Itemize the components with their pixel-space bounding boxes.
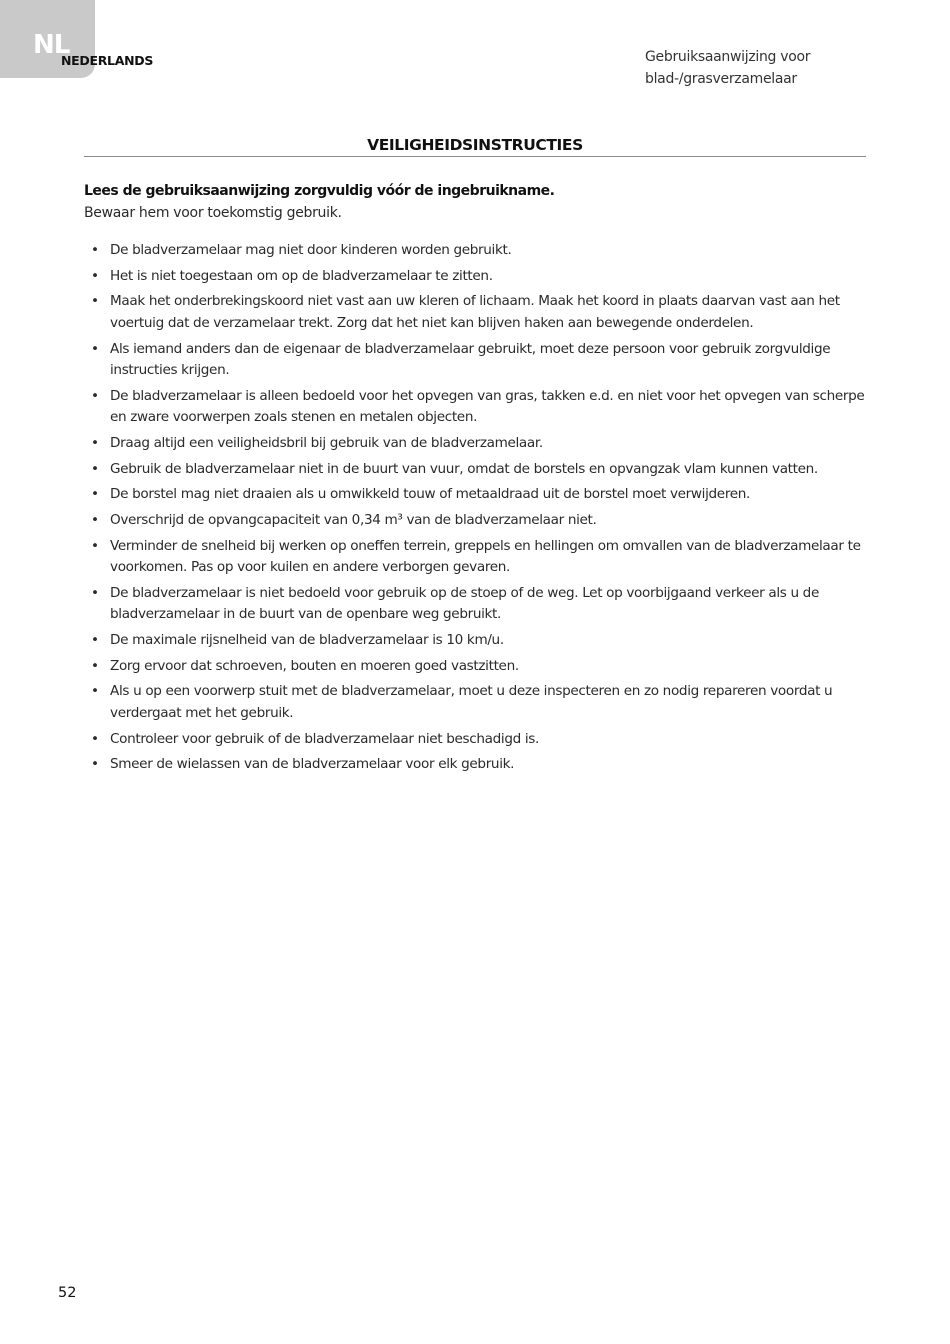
safety-instruction-item: [90, 433, 880, 455]
safety-instruction-item: [90, 459, 880, 481]
safety-instruction-item: [90, 681, 880, 724]
safety-instruction-text: De maximale rijsnelheid van de bladverzamelaar is 10 km/u.: [110, 632, 504, 649]
intro-block: [84, 180, 874, 224]
bullet-icon: •: [91, 267, 99, 284]
safety-instruction-text: Verminder de snelheid bij werken op oneffen terrein, greppels en hellingen om omvallen van de bladverzamelaar te voorkomen. Pas op voor kuilen en andere verborgen gevaren.: [110, 537, 861, 576]
bullet-icon: •: [91, 340, 99, 357]
safety-instruction-text: Controleer voor gebruik of de bladverzamelaar niet beschadigd is.: [110, 730, 539, 747]
safety-instruction-item: [90, 510, 880, 532]
bullet-icon: •: [91, 683, 99, 700]
safety-instruction-item: [90, 729, 880, 751]
bullet-icon: •: [91, 512, 99, 528]
safety-instruction-text: Als iemand anders dan de eigenaar de bladverzamelaar gebruikt, moet deze persoon voor gebruik zorgvuldige instructies krijgen.: [110, 340, 831, 379]
bullet-icon: •: [91, 387, 99, 404]
bullet-icon: •: [91, 730, 99, 747]
bullet-icon: •: [91, 486, 99, 503]
safety-instruction-item: [90, 536, 880, 579]
safety-instruction-item: [90, 240, 880, 262]
safety-instruction-item: [90, 583, 880, 626]
bullet-icon: •: [91, 434, 99, 451]
bullet-icon: •: [91, 242, 99, 258]
safety-instruction-item: [90, 291, 880, 334]
document-title-line-2: blad-/grasverzamelaar: [645, 71, 797, 87]
language-name: NEDERLANDS: [61, 53, 154, 68]
safety-instruction-text: De bladverzamelaar mag niet door kinderen worden gebruikt.: [110, 242, 512, 258]
safety-instruction-item: [90, 339, 880, 382]
bullet-icon: •: [91, 756, 99, 773]
bullet-icon: •: [91, 293, 99, 310]
section-heading: VEILIGHEIDSINSTRUCTIES: [84, 134, 866, 157]
safety-instruction-text: Het is niet toegestaan om op de bladverzamelaar te zitten.: [110, 267, 493, 284]
safety-instruction-item: [90, 754, 880, 776]
safety-instruction-text: Smeer de wielassen van de bladverzamelaar voor elk gebruik.: [110, 756, 515, 773]
page-number: 52: [58, 1285, 77, 1301]
safety-instruction-text: Overschrijd de opvangcapaciteit van 0,34 m³ van de bladverzamelaar niet.: [110, 512, 597, 528]
safety-instruction-text: Maak het onderbrekingskoord niet vast aan uw kleren of lichaam. Maak het koord in plaats daarvan vast aan het voertuig dat de verzamelaar trekt. Zorg dat het niet kan blijven haken aan bewegende onderdelen.: [110, 293, 840, 331]
safety-instruction-text: Draag altijd een veiligheidsbril bij gebruik van de bladverzamelaar.: [110, 434, 543, 451]
intro-lead: Lees de gebruiksaanwijzing zorgvuldig vóór de ingebruikname.: [84, 183, 555, 199]
safety-instruction-item: [90, 484, 880, 506]
safety-instruction-text: Als u op een voorwerp stuit met de bladverzamelaar, moet u deze inspecteren en zo nodig repareren voordat u verdergaat met het gebruik.: [110, 683, 833, 721]
bullet-icon: •: [91, 537, 99, 554]
safety-instruction-item: [90, 630, 880, 652]
language-code: NL: [33, 30, 70, 60]
safety-instruction-item: [90, 386, 880, 429]
safety-instruction-text: Zorg ervoor dat schroeven, bouten en moeren goed vastzitten.: [110, 657, 519, 674]
safety-instruction-text: De bladverzamelaar is alleen bedoeld voor het opvegen van gras, takken e.d. en niet voor het opvegen van scherpe en zware voorwerpen zoals stenen en metalen objecten.: [110, 387, 865, 426]
safety-instruction-item: [90, 266, 880, 288]
safety-instruction-item: [90, 656, 880, 678]
intro-subtext: Bewaar hem voor toekomstig gebruik.: [84, 205, 342, 221]
document-title-line-1: Gebruiksaanwijzing voor: [645, 49, 811, 65]
safety-instruction-list: [90, 240, 880, 780]
document-title: [645, 46, 905, 90]
bullet-icon: •: [91, 460, 99, 477]
safety-instruction-text: Gebruik de bladverzamelaar niet in de buurt van vuur, omdat de borstels en opvangzak vlam kunnen vatten.: [110, 460, 818, 477]
safety-instruction-text: De bladverzamelaar is niet bedoeld voor gebruik op de stoep of de weg. Let op voorbijgaand verkeer als u de bladverzamelaar in de buurt van de openbare weg gebruikt.: [110, 584, 819, 623]
bullet-icon: •: [91, 632, 99, 649]
safety-instruction-text: De borstel mag niet draaien als u omwikkeld touw of metaaldraad uit de borstel moet verwijderen.: [110, 486, 751, 503]
bullet-icon: •: [91, 657, 99, 674]
bullet-icon: •: [91, 584, 99, 601]
